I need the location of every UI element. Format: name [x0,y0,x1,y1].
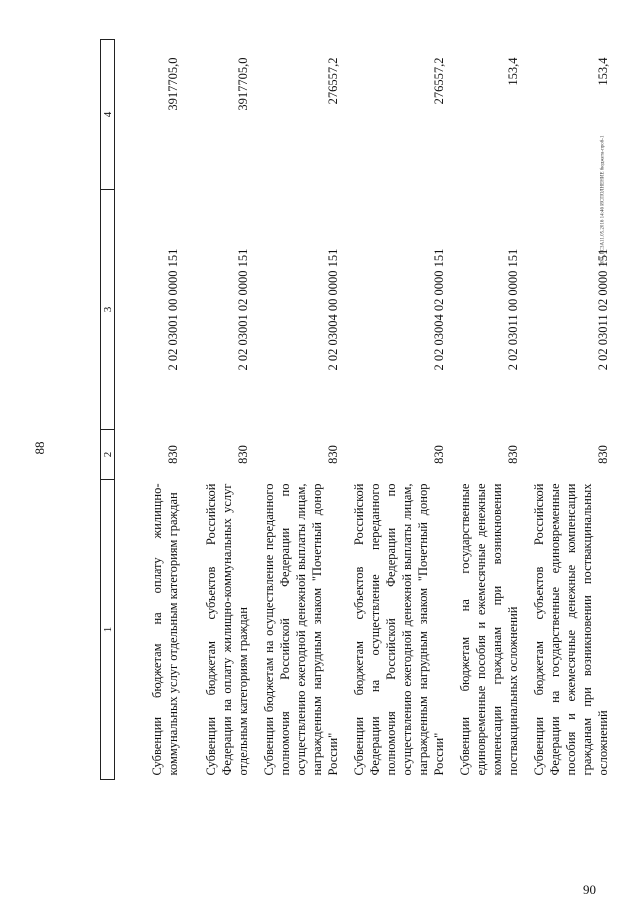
row-name: Субвенции бюджетам субъектов Российской Федерации на оплату жилищно-коммунальных услуг отдельным категориям граждан [203,483,250,776]
footer-reference-text: 20.3_ГС3А11.05.2016 14:46 ИСПОЛНЕНИЕ бюджета-проб-1 [600,135,606,265]
row-admin: 830 [431,445,446,464]
row-admin: 830 [505,445,520,464]
row-code: 2 02 03004 00 0000 151 [325,248,340,371]
row-sum: 276557,2 [431,57,446,105]
page-number-bottom: 90 [583,882,596,897]
row-sum: 153,4 [595,57,610,86]
table-header-row [101,40,115,780]
table-row [527,40,617,780]
table-row [347,40,453,780]
row-name: Субвенции бюджетам субъектов Российской Федерации на осуществление переданного полномочия Российской Федерации по осуществлению ежегодной денежной выплаты лицам, награжденным нагрудным знаком "Почетный донор России" [351,483,446,776]
row-sum: 153,4 [505,57,520,86]
table-row [453,40,527,780]
row-code: 2 02 03011 02 0000 151 [595,248,610,371]
table-row [187,40,257,780]
page-number-top: 88 [32,441,47,455]
row-admin: 830 [325,445,340,464]
table-row [257,40,347,780]
row-admin: 830 [165,445,180,464]
row-name: Субвенции бюджетам субъектов Российской Федерации на государственные единовременные пособия и ежемесячные денежные компенсации гражданам при возникновении поствакцинальных осложнений [531,483,610,776]
row-code: 2 02 03001 02 0000 151 [235,248,250,371]
column-header: 3 [101,190,115,430]
column-header: 2 [101,430,115,480]
row-name: Субвенции бюджетам на оплату жилищно-коммунальных услуг отдельным категориям граждан [149,483,180,776]
row-name: Субвенции бюджетам на государственные единовременные пособия и ежемесячные денежные компенсации гражданам при возникновении поствакцинальных осложнений [457,483,520,776]
row-sum: 276557,2 [325,57,340,105]
row-sum: 3917705,0 [235,57,250,111]
table-row [115,40,187,780]
row-code: 2 02 03001 00 0000 151 [165,248,180,371]
row-name: Субвенции бюджетам на осуществление переданного полномочия Российской Федерации по осуществлению ежегодной денежной выплаты лицам, награжденным нагрудным знаком "Почетный донор России" [261,483,340,776]
budget-table [100,39,617,780]
row-code: 2 02 03004 02 0000 151 [431,248,446,371]
column-header: 1 [101,480,115,780]
row-admin: 830 [595,445,610,464]
row-admin: 830 [235,445,250,464]
row-code: 2 02 03011 00 0000 151 [505,248,520,371]
column-header: 4 [101,40,115,190]
row-sum: 3917705,0 [165,57,180,111]
